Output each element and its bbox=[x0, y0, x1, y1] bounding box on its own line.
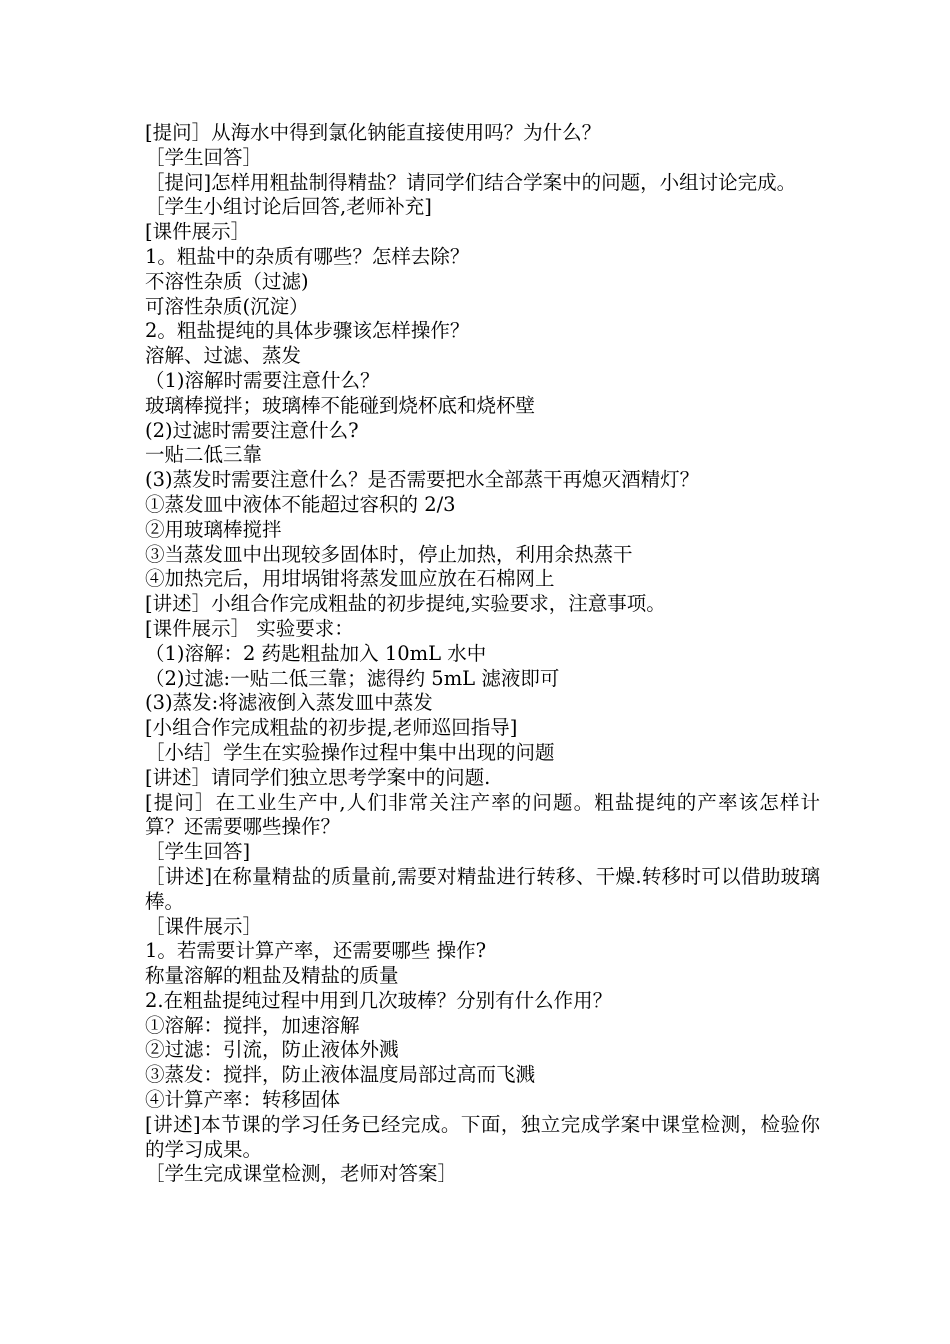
text-line: (3)蒸发时需要注意什么？是否需要把水全部蒸干再熄灭酒精灯？ bbox=[145, 468, 700, 492]
text-line: ［学生回答] bbox=[145, 840, 251, 864]
text-line: （2)过滤:一贴二低三靠；滤得约 5mL 滤液即可 bbox=[145, 666, 560, 690]
text-line: ①溶解：搅拌，加速溶解 bbox=[145, 1013, 360, 1037]
text-line: （1)溶解：2 药匙粗盐加入 10mL 水中 bbox=[145, 641, 487, 665]
text-line: 玻璃棒搅拌；玻璃棒不能碰到烧杯底和烧杯壁 bbox=[145, 393, 536, 417]
text-line: ③当蒸发皿中出现较多固体时，停止加热，利用余热蒸干 bbox=[145, 542, 633, 566]
text-line: ①蒸发皿中液体不能超过容积的 2/3 bbox=[145, 492, 456, 516]
text-line: 溶解、过滤、蒸发 bbox=[145, 344, 302, 368]
text-line: [小组合作完成粗盐的初步提,老师巡回指导] bbox=[145, 716, 518, 740]
text-paragraph: ［提问]怎样用粗盐制得精盐？请同学们结合学案中的问题，小组讨论完成。 bbox=[145, 170, 797, 194]
text-line: (3)蒸发:将滤液倒入蒸发皿中蒸发 bbox=[145, 691, 433, 715]
text-line: 1。若需要计算产率，还需要哪些 操作? bbox=[145, 939, 487, 963]
text-line: ［课件展示］ bbox=[145, 914, 263, 938]
text-line: ③蒸发：搅拌，防止液体温度局部过高而飞溅 bbox=[145, 1063, 536, 1087]
text-line: ④加热完后，用坩埚钳将蒸发皿应放在石棉网上 bbox=[145, 567, 555, 591]
text-line: 称量溶解的粗盐及精盐的质量 bbox=[145, 964, 399, 988]
text-line: 2.在粗盐提纯过程中用到几次玻棒？分别有什么作用？ bbox=[145, 988, 613, 1012]
text-line: ［学生完成课堂检测，老师对答案］ bbox=[145, 1162, 458, 1186]
text-line: 不溶性杂质（过滤) bbox=[145, 269, 309, 293]
text-line: ②过滤：引流，防止液体外溅 bbox=[145, 1038, 399, 1062]
text-line: [课件展示］ 实验要求： bbox=[145, 616, 354, 640]
text-line: （1)溶解时需要注意什么？ bbox=[145, 368, 380, 392]
text-line: ④计算产率：转移固体 bbox=[145, 1088, 341, 1112]
text-line: 1。粗盐中的杂质有哪些？怎样去除？ bbox=[145, 244, 470, 268]
text-line: [讲述］小组合作完成粗盐的初步提纯,实验要求，注意事项。 bbox=[145, 592, 666, 616]
text-line: (2)过滤时需要注意什么? bbox=[145, 418, 359, 442]
text-line: [课件展示］ bbox=[145, 220, 251, 244]
text-line: ②用玻璃棒搅拌 bbox=[145, 517, 282, 541]
text-line: ［学生小组讨论后回答,老师补充] bbox=[145, 195, 432, 219]
text-paragraph: [提问］在工业生产中,人们非常关注产率的问题。粗盐提纯的产率该怎样计算？还需要哪些操作？ bbox=[145, 790, 820, 839]
text-paragraph: ［讲述]在称量精盐的质量前,需要对精盐进行转移、干燥.转移时可以借助玻璃棒。 bbox=[145, 864, 820, 913]
text-line: 可溶性杂质(沉淀） bbox=[145, 294, 309, 318]
text-line: [提问］从海水中得到氯化钠能直接使用吗？为什么？ bbox=[145, 121, 602, 144]
text-line: [讲述］请同学们独立思考学案中的问题. bbox=[145, 765, 491, 789]
text-line: 2。粗盐提纯的具体步骤该怎样操作？ bbox=[145, 319, 470, 343]
text-line: ［学生回答］ bbox=[145, 145, 263, 169]
text-line: 一贴二低三靠 bbox=[145, 443, 263, 467]
text-paragraph: [讲述]本节课的学习任务已经完成。下面，独立完成学案中课堂检测，检验你的学习成果。 bbox=[145, 1112, 820, 1161]
document-body bbox=[145, 121, 820, 1187]
text-line: ［小结］学生在实验操作过程中集中出现的问题 bbox=[145, 740, 555, 764]
